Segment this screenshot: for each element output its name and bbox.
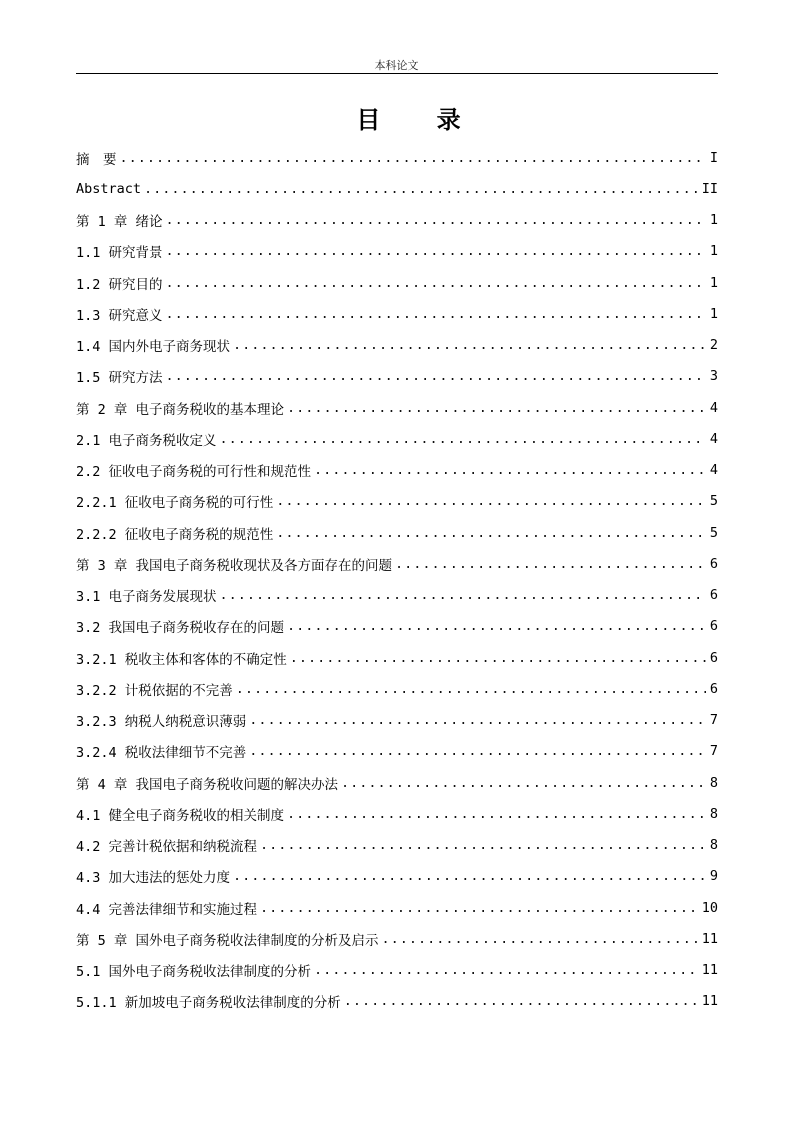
toc-entry-label: 3.1 电子商务发展现状: [76, 589, 217, 606]
toc-leader-dots: [220, 431, 706, 447]
toc-entry-label: 4.3 加大违法的惩处力度: [76, 870, 231, 887]
toc-entry-label: 4.1 健全电子商务税收的相关制度: [76, 807, 285, 824]
toc-entry-page: 5: [709, 493, 718, 510]
toc-entry[interactable]: [76, 673, 718, 704]
toc-entry-page: 8: [709, 805, 718, 822]
toc-entry-label: 3.2.4 税收法律细节不完善: [76, 745, 247, 762]
toc-entry[interactable]: [76, 267, 718, 298]
header-rule: [76, 73, 718, 74]
toc-leader-dots: [382, 931, 698, 947]
running-header: 本科论文: [374, 59, 419, 72]
toc-entry-label: 1.2 研究目的: [76, 276, 163, 293]
toc-entry-label: Abstract: [76, 180, 142, 197]
toc-entry-label: 第 2 章 电子商务税收的基本理论: [76, 401, 285, 418]
toc-entry[interactable]: [76, 173, 718, 204]
toc-leader-dots: [236, 681, 706, 697]
toc-entry-page: 11: [701, 962, 718, 979]
toc-leader-dots: [144, 181, 698, 197]
toc-entry-label: 第 1 章 绪论: [76, 214, 163, 231]
toc-entry[interactable]: [76, 955, 718, 986]
toc-entry-label: 1.5 研究方法: [76, 370, 163, 387]
toc-leader-dots: [166, 368, 706, 384]
toc-entry-page: 3: [709, 368, 718, 385]
toc-entry-page: 11: [701, 930, 718, 947]
toc-entry[interactable]: [76, 423, 718, 454]
toc-entry[interactable]: [76, 298, 718, 329]
toc-entry[interactable]: [76, 892, 718, 923]
toc-entry-page: 5: [709, 524, 718, 541]
toc-entry[interactable]: [76, 361, 718, 392]
toc-entry-page: 6: [709, 555, 718, 572]
table-of-contents: [76, 142, 718, 1017]
toc-leader-dots: [287, 806, 706, 822]
page-title: 目 录: [356, 106, 485, 134]
toc-entry-label: 1.1 研究背景: [76, 245, 163, 262]
toc-leader-dots: [233, 337, 706, 353]
toc-entry-label: 4.4 完善法律细节和实施过程: [76, 901, 258, 918]
toc-leader-dots: [287, 618, 706, 634]
toc-leader-dots: [290, 650, 706, 666]
toc-leader-dots: [260, 900, 698, 916]
toc-leader-dots: [344, 993, 698, 1009]
toc-entry-label: 3.2.2 计税依据的不完善: [76, 682, 233, 699]
toc-leader-dots: [166, 275, 706, 291]
toc-leader-dots: [287, 400, 706, 416]
toc-entry[interactable]: [76, 205, 718, 236]
toc-leader-dots: [233, 868, 706, 884]
toc-entry-label: 3.2 我国电子商务税收存在的问题: [76, 620, 285, 637]
toc-leader-dots: [314, 462, 706, 478]
toc-entry[interactable]: [76, 455, 718, 486]
toc-leader-dots: [260, 837, 706, 853]
toc-leader-dots: [166, 243, 706, 259]
toc-leader-dots: [120, 150, 706, 166]
toc-entry-page: I: [709, 149, 718, 166]
toc-entry[interactable]: [76, 798, 718, 829]
toc-leader-dots: [249, 712, 706, 728]
toc-entry-page: 1: [709, 274, 718, 291]
toc-entry-label: 摘 要: [76, 151, 117, 168]
toc-leader-dots: [166, 306, 706, 322]
toc-entry-page: 7: [709, 743, 718, 760]
toc-entry-page: 4: [709, 430, 718, 447]
toc-entry[interactable]: [76, 580, 718, 611]
toc-entry-page: 1: [709, 243, 718, 260]
toc-entry-label: 3.2.3 纳税人纳税意识薄弱: [76, 714, 247, 731]
toc-entry-page: 6: [709, 618, 718, 635]
toc-entry[interactable]: [76, 392, 718, 423]
toc-entry-label: 5.1.1 新加坡电子商务税收法律制度的分析: [76, 995, 341, 1012]
toc-entry[interactable]: [76, 923, 718, 954]
toc-leader-dots: [341, 775, 706, 791]
toc-leader-dots: [276, 493, 706, 509]
toc-entry-page: 6: [709, 649, 718, 666]
toc-entry[interactable]: [76, 548, 718, 579]
toc-entry[interactable]: [76, 767, 718, 798]
toc-leader-dots: [249, 743, 706, 759]
toc-leader-dots: [220, 587, 706, 603]
toc-entry[interactable]: [76, 830, 718, 861]
toc-entry-label: 2.2 征收电子商务税的可行性和规范性: [76, 464, 312, 481]
toc-entry[interactable]: [76, 642, 718, 673]
toc-entry[interactable]: [76, 330, 718, 361]
toc-entry-label: 2.2.2 征收电子商务税的规范性: [76, 526, 274, 543]
toc-entry-label: 3.2.1 税收主体和客体的不确定性: [76, 651, 287, 668]
toc-entry-page: 1: [709, 212, 718, 229]
toc-entry-page: 8: [709, 837, 718, 854]
toc-entry[interactable]: [76, 861, 718, 892]
toc-entry-page: 9: [709, 868, 718, 885]
toc-leader-dots: [276, 525, 706, 541]
toc-entry-label: 5.1 国外电子商务税收法律制度的分析: [76, 964, 312, 981]
toc-entry-page: 6: [709, 587, 718, 604]
toc-entry-page: 6: [709, 680, 718, 697]
toc-entry-label: 2.1 电子商务税收定义: [76, 432, 217, 449]
toc-entry-label: 1.4 国内外电子商务现状: [76, 339, 231, 356]
toc-entry[interactable]: [76, 611, 718, 642]
toc-entry-page: 4: [709, 399, 718, 416]
toc-entry-page: 10: [701, 899, 718, 916]
toc-entry-label: 第 4 章 我国电子商务税收问题的解决办法: [76, 776, 339, 793]
toc-entry[interactable]: [76, 486, 718, 517]
toc-entry[interactable]: [76, 986, 718, 1017]
toc-leader-dots: [166, 212, 706, 228]
toc-entry-page: 1: [709, 305, 718, 322]
toc-entry-page: 8: [709, 774, 718, 791]
toc-entry[interactable]: [76, 142, 718, 173]
toc-entry[interactable]: [76, 517, 718, 548]
toc-entry[interactable]: [76, 736, 718, 767]
toc-entry[interactable]: [76, 705, 718, 736]
toc-leader-dots: [314, 962, 698, 978]
toc-entry-page: 11: [701, 993, 718, 1010]
toc-entry-page: 4: [709, 462, 718, 479]
toc-entry[interactable]: [76, 236, 718, 267]
toc-entry-page: II: [701, 180, 718, 197]
toc-entry-label: 1.3 研究意义: [76, 307, 163, 324]
toc-entry-label: 4.2 完善计税依据和纳税流程: [76, 839, 258, 856]
toc-entry-label: 2.2.1 征收电子商务税的可行性: [76, 495, 274, 512]
toc-entry-label: 第 3 章 我国电子商务税收现状及各方面存在的问题: [76, 557, 393, 574]
toc-leader-dots: [395, 556, 706, 572]
toc-entry-page: 7: [709, 712, 718, 729]
toc-entry-page: 2: [709, 337, 718, 354]
toc-entry-label: 第 5 章 国外电子商务税收法律制度的分析及启示: [76, 932, 379, 949]
